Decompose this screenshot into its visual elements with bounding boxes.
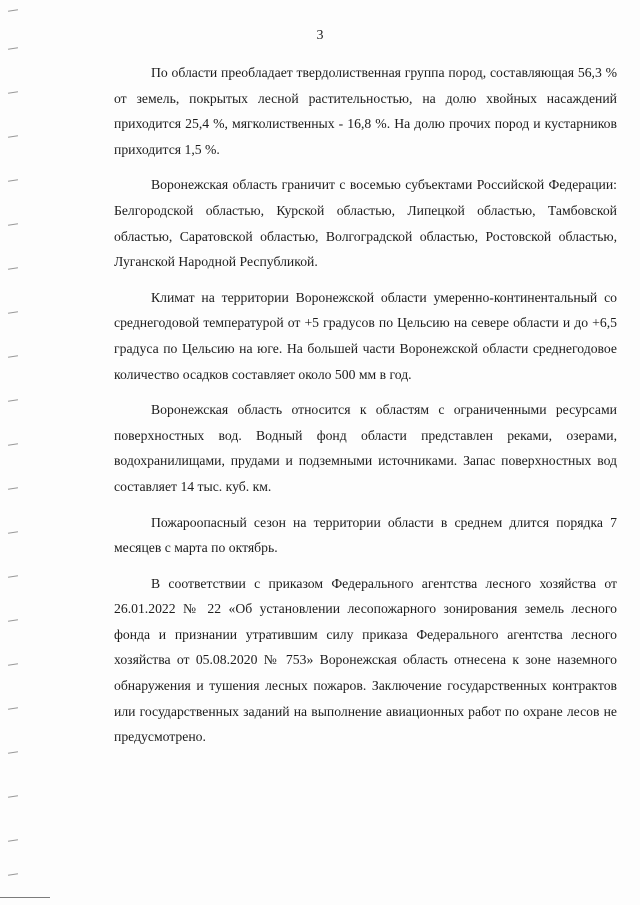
paragraph-fire-season: Пожароопасный сезон на территории области в среднем длится порядка 7 месяцев с марта по октябрь. xyxy=(114,514,617,556)
margin-mark xyxy=(8,707,18,709)
margin-mark xyxy=(8,663,18,665)
margin-mark xyxy=(8,355,18,357)
margin-mark xyxy=(8,575,18,577)
document-body xyxy=(114,60,617,760)
bottom-edge-rule xyxy=(0,897,50,898)
margin-mark xyxy=(8,443,18,445)
paragraph-forest-composition: По области преобладает твердолиственная группа пород, составляющая 56,3 % от земель, покрытых лесной растительностью, на долю хвойных насаждений приходится 25,4 %, мягколиственных - 16,8 %. На долю прочих пород и кустарников приходится 1,5 %. xyxy=(114,65,617,157)
margin-mark xyxy=(8,619,18,621)
margin-mark xyxy=(8,47,18,49)
margin-mark xyxy=(8,839,18,841)
page-number: 3 xyxy=(316,28,324,43)
binding-margin-marks xyxy=(0,0,30,905)
paragraph-borders: Воронежская область граничит с восемью субъектами Российской Федерации: Белгородской областью, Курской областью, Липецкой областью, Тамбовской областью, Саратовской областью, Волгоградской областью, Ростовской областью, Луганской Народной Республикой. xyxy=(114,177,617,270)
margin-mark xyxy=(8,873,18,875)
paragraph-water-resources: Воронежская область относится к областям с ограниченными ресурсами поверхностных вод. Водный фонд области представлен реками, озерами, водохранилищами, прудами и подземными источниками. Запас поверхностных вод составляет 14 тыс. куб. км. xyxy=(114,402,617,494)
margin-mark xyxy=(8,487,18,489)
margin-mark xyxy=(8,267,18,269)
margin-mark xyxy=(8,91,18,93)
margin-mark xyxy=(8,531,18,533)
margin-mark xyxy=(8,9,18,11)
paragraph-fire-zoning-order: В соответствии с приказом Федерального агентства лесного хозяйства от 26.01.2022 № 22 «Об установлении лесопожарного зонирования земель лесного фонда и признании утратившим силу приказа Федерального агентства лесного хозяйства от 05.08.2020 № 753» Воронежская область отнесена к зоне наземного обнаружения и тушения лесных пожаров. Заключение государственных контрактов или государственных заданий на выполнение авиационных работ по охране лесов не предусмотрено. xyxy=(114,575,617,745)
margin-mark xyxy=(8,751,18,753)
margin-mark xyxy=(8,311,18,313)
margin-mark xyxy=(8,135,18,137)
margin-mark xyxy=(8,795,18,797)
margin-mark xyxy=(8,223,18,225)
margin-mark xyxy=(8,179,18,181)
margin-mark xyxy=(8,399,18,401)
paragraph-climate: Климат на территории Воронежской области умеренно-континентальный со среднегодовой температурой от +5 градусов по Цельсию на севере области и до +6,5 градуса по Цельсию на юге. На большей части Воронежской области среднегодовое количество осадков составляет около 500 мм в год. xyxy=(114,289,617,382)
